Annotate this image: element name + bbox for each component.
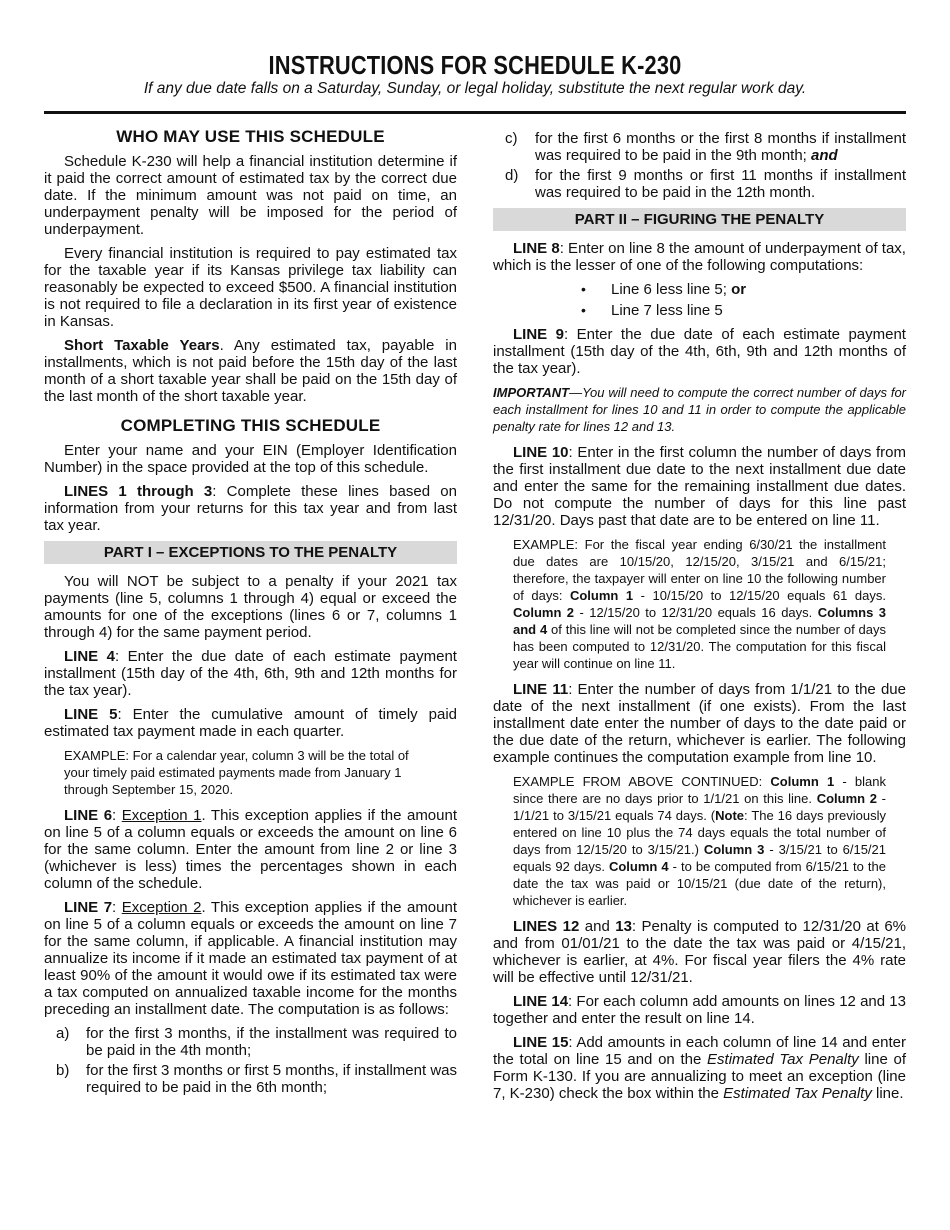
lines-1-3-paragraph: LINES 1 through 3: Complete these lines based on information from your returns for this tax year and from last tax year. <box>44 483 457 534</box>
exception-2-label: Exception 2 <box>121 899 202 916</box>
short-taxable-years-label: Short Taxable Years <box>64 337 220 354</box>
lines-12-13-paragraph: LINES 12 and 13: Penalty is computed to 12/31/20 at 6% and from 01/01/21 to the date the tax was paid or 4/15/21, whichever is earlier, at 4%. For fiscal year filers the 4% rate will be effective until 12/31/21. <box>493 918 907 986</box>
line15-paragraph: LINE 15: Add amounts in each column of line 14 and enter the total on line 15 and on the Estimated Tax Penalty line of Form K-130. If you are annualizing to meet an exception (line 7, K-230) check the box within the Estimated Tax Penalty line. <box>493 1034 906 1102</box>
line15-label: LINE 15 <box>513 1034 569 1051</box>
line11-paragraph: LINE 11: Enter the number of days from 1/1/21 to the due date of the next installment (if one exists). From the last installment date enter the number of days to the date paid or the due date of the return, whichever is earlier. The following example continues the computation example from line 10. <box>493 681 906 766</box>
line11-label: LINE 11 <box>513 681 569 698</box>
part2-heading: PART II – FIGURING THE PENALTY <box>493 208 906 231</box>
line9-paragraph: LINE 9: Enter the due date of each estimate payment installment (15th day of the 4th, 6th, 9th and 12th months of the tax year). <box>493 326 906 377</box>
line7-label: LINE 7 <box>64 899 113 916</box>
annualize-list-right <box>493 130 906 201</box>
completing-paragraph-1: Enter your name and your EIN (Employer Identification Number) in the space provided at the top of this schedule. <box>44 442 457 476</box>
line6-paragraph: LINE 6: Exception 1. This exception applies if the amount on line 5 of a column equals or exceeds the amount on line 6 for the same column. Enter the amount from line 2 or line 3 (whichever is less) times the percentages shown in each column of the schedule. <box>44 807 458 892</box>
line4-paragraph: LINE 4: Enter the due date of each estimate payment installment (15th day of the 4th, 6th, 9th and 12th months for the tax year). <box>44 648 457 699</box>
right-column <box>493 130 906 1109</box>
lines-1-3-label: LINES 1 through 3 <box>64 483 213 500</box>
line14-label: LINE 14 <box>513 993 569 1010</box>
page-title: INSTRUCTIONS FOR SCHEDULE K-230 <box>268 50 682 80</box>
list-item: • Line 6 less line 5; or <box>581 281 906 298</box>
line14-paragraph: LINE 14: For each column add amounts on lines 12 and 13 together and enter the result on line 14. <box>493 993 906 1027</box>
line7-paragraph: LINE 7: Exception 2. This exception applies if the amount on line 5 of a column equals or exceeds the amount on line 7 for the same column, if applicable. A financial institution may annualize its income if it made an estimated tax payment of at least 90% of the amount it would owe if its estimated tax were a tax computed on annualized taxable income for the months preceding an installment date. The computation is as follows: <box>44 899 458 1018</box>
list-item: c) for the first 6 months or the first 8 months if installment was required to be paid in the 9th month; and <box>505 130 906 164</box>
important-note: IMPORTANT—You will need to compute the correct number of days for each installment for lines 10 and 11 in order to compute the applicable penalty rate for lines 12 and 13. <box>493 385 906 434</box>
list-item: b) for the first 3 months or first 5 months, if installment was required to be paid in the 6th month; <box>56 1062 457 1096</box>
line5-example: EXAMPLE: For a calendar year, column 3 will be the total of your timely paid estimated payments made from January 1 through September 15, 2020. <box>64 748 409 797</box>
list-item: d) for the first 9 months or first 11 months if installment was required to be paid in the 12th month. <box>505 167 906 201</box>
line8-label: LINE 8 <box>513 240 560 257</box>
line5-label: LINE 5 <box>64 706 118 723</box>
header-rule <box>44 111 906 114</box>
who-heading: WHO MAY USE THIS SCHEDULE <box>116 127 385 146</box>
line10-example: EXAMPLE: For the fiscal year ending 6/30/21 the installment due dates are 10/15/20, 12/15/20, 3/15/21 and 6/15/21; therefore, the taxpayer will enter on line 10 the following number of days: Column 1 - 10/15/20 to 12/15/20 equals 61 days. Column 2 - 12/15/20 to 12/31/20 equals 16 days. Columns 3 and 4 of this line will not be completed since the number of days has been computed to 12/31/20. The computation for this fiscal year will continue on line 11. <box>513 537 886 671</box>
line8-bullets <box>493 281 906 319</box>
who-paragraph-2: Every financial institution is required to pay estimated tax for the taxable year if its Kansas privilege tax liability can reasonably be expected to exceed $500. A financial institution is not required to file a declaration in its first year of existence in Kansas. <box>44 245 457 330</box>
line4-label: LINE 4 <box>64 648 115 665</box>
line10-paragraph: LINE 10: Enter in the first column the number of days from the first installment due date to the next installment due date and enter the same for the remaining installment due dates. Do not compute the number of days for this line past 12/31/20. Days past that date are to be entered on line 11. <box>493 444 906 529</box>
line5-paragraph: LINE 5: Enter the cumulative amount of timely paid estimated tax payment made in each quarter. <box>44 706 457 740</box>
line8-paragraph: LINE 8: Enter on line 8 the amount of underpayment of tax, which is the lesser of one of the following computations: <box>493 240 906 274</box>
important-label: IMPORTANT <box>493 385 570 400</box>
line11-example: EXAMPLE FROM ABOVE CONTINUED: Column 1 - blank since there are no days prior to 1/1/21 on this line. Column 2 - 1/1/21 to 3/15/21 equals 74 days. (Note: The 16 days previously entered on line 10 plus the 74 days equals the total number of days from 12/15/20 to 3/15/21.) Column 3 - 3/15/21 to 6/15/21 equals 92 days. Column 4 - to be computed from 6/15/21 to the date the tax was paid or 10/15/21 (due date of the return), whichever is earlier. <box>513 774 886 908</box>
short-taxable-years-paragraph: Short Taxable Years. Any estimated tax, payable in installments, which is not paid before the 15th day of the last month of a short taxable year shall be paid on the 15th day of the last month of the short taxable year. <box>44 337 457 405</box>
part1-heading: PART I – EXCEPTIONS TO THE PENALTY <box>44 541 457 564</box>
line6-label: LINE 6 <box>64 807 113 824</box>
list-item: a) for the first 3 months, if the installment was required to be paid in the 4th month; <box>56 1025 457 1059</box>
who-paragraph-1: Schedule K-230 will help a financial institution determine if it paid the correct amount of estimated tax by the correct due date. If the minimum amount was not paid on time, an underpayment penalty will be imposed for the period of underpayment. <box>44 153 457 238</box>
annualize-list-left <box>44 1025 457 1096</box>
line9-label: LINE 9 <box>513 326 564 343</box>
left-column <box>44 126 457 1103</box>
page-subtitle: If any due date falls on a Saturday, Sunday, or legal holiday, substitute the next regular work day. <box>143 80 807 97</box>
list-item: • Line 7 less line 5 <box>581 302 906 319</box>
line12-label: LINES 12 <box>513 918 580 935</box>
line10-label: LINE 10 <box>513 444 569 461</box>
part1-intro: You will NOT be subject to a penalty if your 2021 tax payments (line 5, columns 1 through 4) equal or exceed the amounts for one of the exceptions (lines 6 or 7, columns 1 through 4) for the same payment period. <box>44 573 457 641</box>
completing-heading: COMPLETING THIS SCHEDULE <box>120 416 381 435</box>
line13-label: 13 <box>615 918 632 935</box>
exception-1-label: Exception 1 <box>121 807 202 824</box>
